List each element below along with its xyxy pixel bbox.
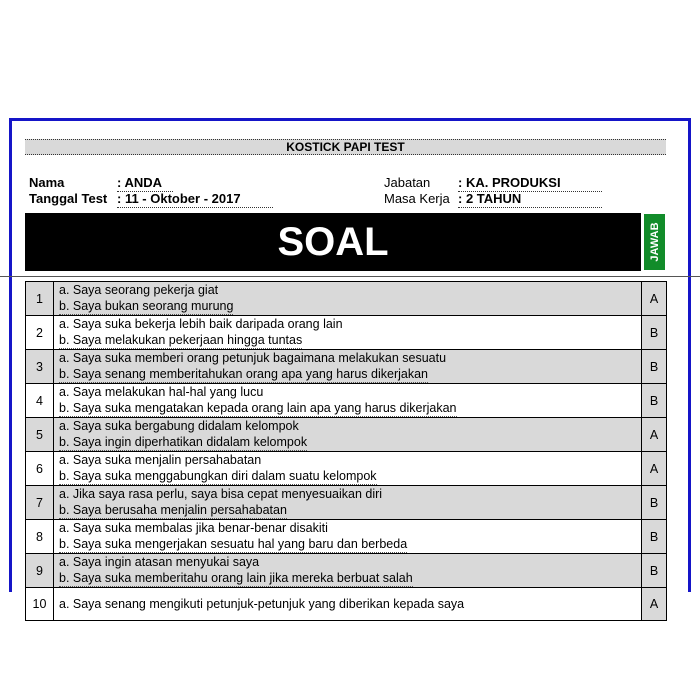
- question-options: [54, 384, 642, 418]
- question-number: 9: [26, 554, 54, 588]
- question-number: 3: [26, 350, 54, 384]
- question-options: [54, 520, 642, 554]
- option-a[interactable]: a. Saya senang mengikuti petunjuk-petunjuk yang diberikan kepada saya: [59, 597, 465, 611]
- tanggal-value: : 11 - Oktober - 2017: [117, 191, 273, 208]
- masa-kerja-row: [384, 191, 602, 208]
- option-a[interactable]: a. Saya suka menjalin persahabatan: [59, 453, 262, 467]
- option-a[interactable]: a. Saya seorang pekerja giat: [59, 283, 219, 297]
- question-number: 6: [26, 452, 54, 486]
- option-a[interactable]: a. Saya suka membalas jika benar-benar disakiti: [59, 521, 328, 535]
- nama-value: : ANDA: [117, 175, 173, 192]
- option-b[interactable]: b. Saya melakukan pekerjaan hingga tuntas: [59, 333, 303, 347]
- tanggal-label: Tanggal Test: [29, 191, 108, 206]
- question-options: [54, 588, 642, 621]
- jawab-header: [643, 213, 666, 271]
- option-b[interactable]: b. Saya ingin diperhatikan didalam kelompok: [59, 435, 308, 449]
- table-row: [26, 316, 667, 350]
- nama-row: [29, 175, 173, 192]
- document-frame: [9, 118, 691, 611]
- option-a[interactable]: a. Saya melakukan hal-hal yang lucu: [59, 385, 264, 399]
- option-a[interactable]: a. Saya suka bekerja lebih baik daripada orang lain: [59, 317, 343, 331]
- answer-cell[interactable]: B: [642, 520, 667, 554]
- masa-kerja-value: : 2 TAHUN: [458, 191, 602, 208]
- table-row: [26, 588, 667, 621]
- question-number: 8: [26, 520, 54, 554]
- question-options: [54, 350, 642, 384]
- question-number: 2: [26, 316, 54, 350]
- table-row: [26, 384, 667, 418]
- question-options: [54, 554, 642, 588]
- table-row: [26, 350, 667, 384]
- option-b[interactable]: b. Saya suka menggabungkan diri dalam suatu kelompok: [59, 469, 377, 483]
- option-b[interactable]: b. Saya senang memberitahukan orang apa yang harus dikerjakan: [59, 367, 428, 381]
- page-title: KOSTICK PAPI TEST: [25, 139, 666, 155]
- masa-kerja-label: Masa Kerja: [384, 191, 450, 206]
- answer-cell[interactable]: B: [642, 350, 667, 384]
- soal-banner: SOAL: [25, 213, 641, 271]
- jabatan-value: : KA. PRODUKSI: [458, 175, 602, 192]
- horizontal-guide-line: [0, 276, 700, 277]
- question-number: 5: [26, 418, 54, 452]
- option-b[interactable]: b. Saya berusaha menjalin persahabatan: [59, 503, 287, 517]
- answer-cell[interactable]: A: [642, 282, 667, 316]
- answer-cell[interactable]: B: [642, 384, 667, 418]
- option-b[interactable]: b. Saya suka memberitahu orang lain jika mereka berbuat salah: [59, 571, 413, 585]
- jabatan-label: Jabatan: [384, 175, 431, 190]
- option-a[interactable]: a. Saya suka memberi orang petunjuk bagaimana melakukan sesuatu: [59, 351, 447, 365]
- table-row: [26, 520, 667, 554]
- jawab-label: JAWAB: [648, 222, 661, 262]
- option-b[interactable]: b. Saya suka mengerjakan sesuatu hal yang baru dan berbeda: [59, 537, 408, 551]
- answer-cell[interactable]: A: [642, 588, 667, 621]
- question-options: [54, 418, 642, 452]
- answer-cell[interactable]: A: [642, 418, 667, 452]
- question-options: [54, 452, 642, 486]
- question-options: [54, 282, 642, 316]
- table-row: [26, 282, 667, 316]
- table-row: [26, 452, 667, 486]
- table-row: [26, 486, 667, 520]
- question-options: [54, 316, 642, 350]
- answer-cell[interactable]: B: [642, 486, 667, 520]
- tanggal-row: [29, 191, 273, 208]
- question-options: [54, 486, 642, 520]
- question-number: 10: [26, 588, 54, 621]
- answer-cell[interactable]: B: [642, 316, 667, 350]
- table-row: [26, 418, 667, 452]
- option-a[interactable]: a. Saya ingin atasan menyukai saya: [59, 555, 260, 569]
- nama-label: Nama: [29, 175, 65, 190]
- answer-cell[interactable]: A: [642, 452, 667, 486]
- answer-cell[interactable]: B: [642, 554, 667, 588]
- question-number: 1: [26, 282, 54, 316]
- table-row: [26, 554, 667, 588]
- question-number: 4: [26, 384, 54, 418]
- option-b[interactable]: b. Saya bukan seorang murung: [59, 299, 234, 313]
- option-b[interactable]: b. Saya suka mengatakan kepada orang lain apa yang harus dikerjakan: [59, 401, 457, 415]
- jabatan-row: [384, 175, 602, 192]
- question-number: 7: [26, 486, 54, 520]
- option-a[interactable]: a. Jika saya rasa perlu, saya bisa cepat menyesuaikan diri: [59, 487, 383, 501]
- question-table: [25, 281, 667, 621]
- option-a[interactable]: a. Saya suka bergabung didalam kelompok: [59, 419, 299, 433]
